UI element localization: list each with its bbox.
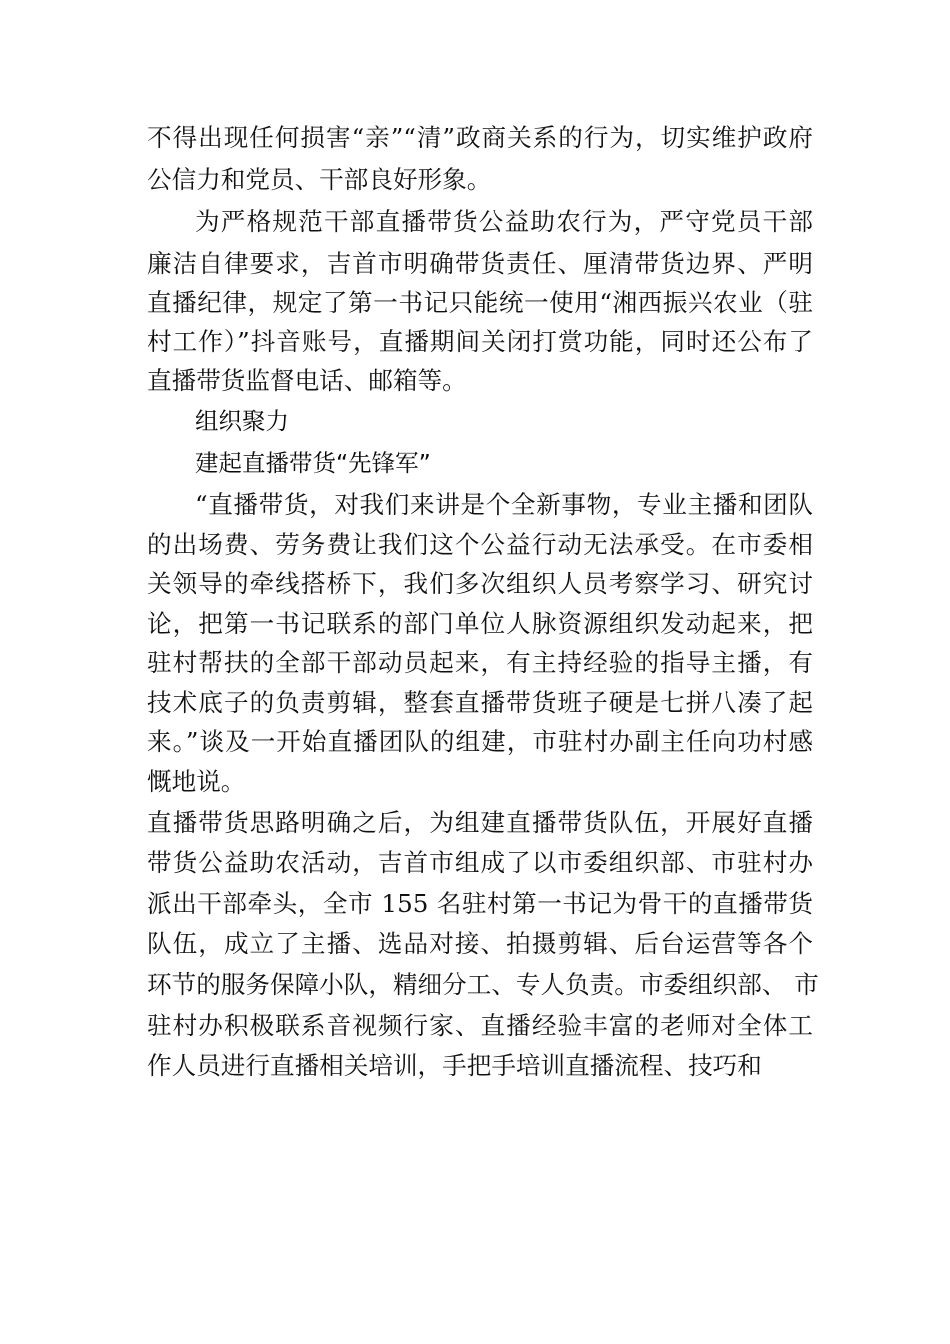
paragraph-line: 的出场费、劳务费让我们这个公益行动无法承受。在市委相 (147, 530, 813, 559)
paragraph-line: 关领导的牵线搭桥下，我们多次组织人员考察学习、研究讨 (147, 569, 813, 598)
paragraph-line: 不得出现任何损害“亲”“清”政商关系的行为，切实维护政府 (147, 123, 813, 152)
paragraph-line: “直播带货，对我们来讲是个全新事物，专业主播和团队 (195, 490, 813, 519)
paragraph-line: 廉洁自律要求，吉首市明确带货责任、厘清带货边界、严明 (147, 249, 813, 278)
paragraph-line: 驻村办积极联系音视频行家、直播经验丰富的老师对全体工 (147, 1011, 813, 1040)
paragraph-line: 村工作）”抖音账号，直播期间关闭打赏功能，同时还公布了 (147, 327, 813, 356)
paragraph-line: 直播纪律，规定了第一书记只能统一使用“湘西振兴农业（驻 (147, 288, 813, 317)
paragraph-line: 来。”谈及一开始直播团队的组建，市驻村办副主任向功村感 (147, 727, 813, 756)
paragraph-line: 公信力和党员、干部良好形象。 (147, 165, 492, 194)
paragraph-line: 环节的服务保障小队，精细分工、专人负责。市委组织部、 市 (147, 970, 819, 999)
paragraph-line: 技术底子的负责剪辑，整套直播带货班子硬是七拼八凑了起 (147, 688, 813, 717)
paragraph-line: 派出干部牵头，全市 155 名驻村第一书记为骨干的直播带货 (147, 889, 813, 918)
paragraph-line: 慨地说。 (147, 767, 246, 796)
paragraph-line: 驻村帮扶的全部干部动员起来，有主持经验的指导主播，有 (147, 648, 813, 677)
section-subheading: 建起直播带货“先锋军” (195, 449, 431, 477)
paragraph-line: 带货公益助农活动，吉首市组成了以市委组织部、市驻村办 (147, 848, 813, 877)
paragraph-line: 论，把第一书记联系的部门单位人脉资源组织发动起来，把 (147, 609, 813, 638)
paragraph-line: 为严格规范干部直播带货公益助农行为，严守党员干部 (195, 207, 813, 236)
paragraph-line: 直播带货监督电话、邮箱等。 (147, 366, 467, 395)
paragraph-line: 直播带货思路明确之后，为组建直播带货队伍，开展好直播 (147, 808, 813, 837)
paragraph-line: 队伍，成立了主播、选品对接、拍摄剪辑、后台运营等各个 (147, 929, 813, 958)
paragraph-line: 作人员进行直播相关培训，手把手培训直播流程、技巧和 (147, 1051, 762, 1080)
section-heading: 组织聚力 (195, 407, 289, 435)
